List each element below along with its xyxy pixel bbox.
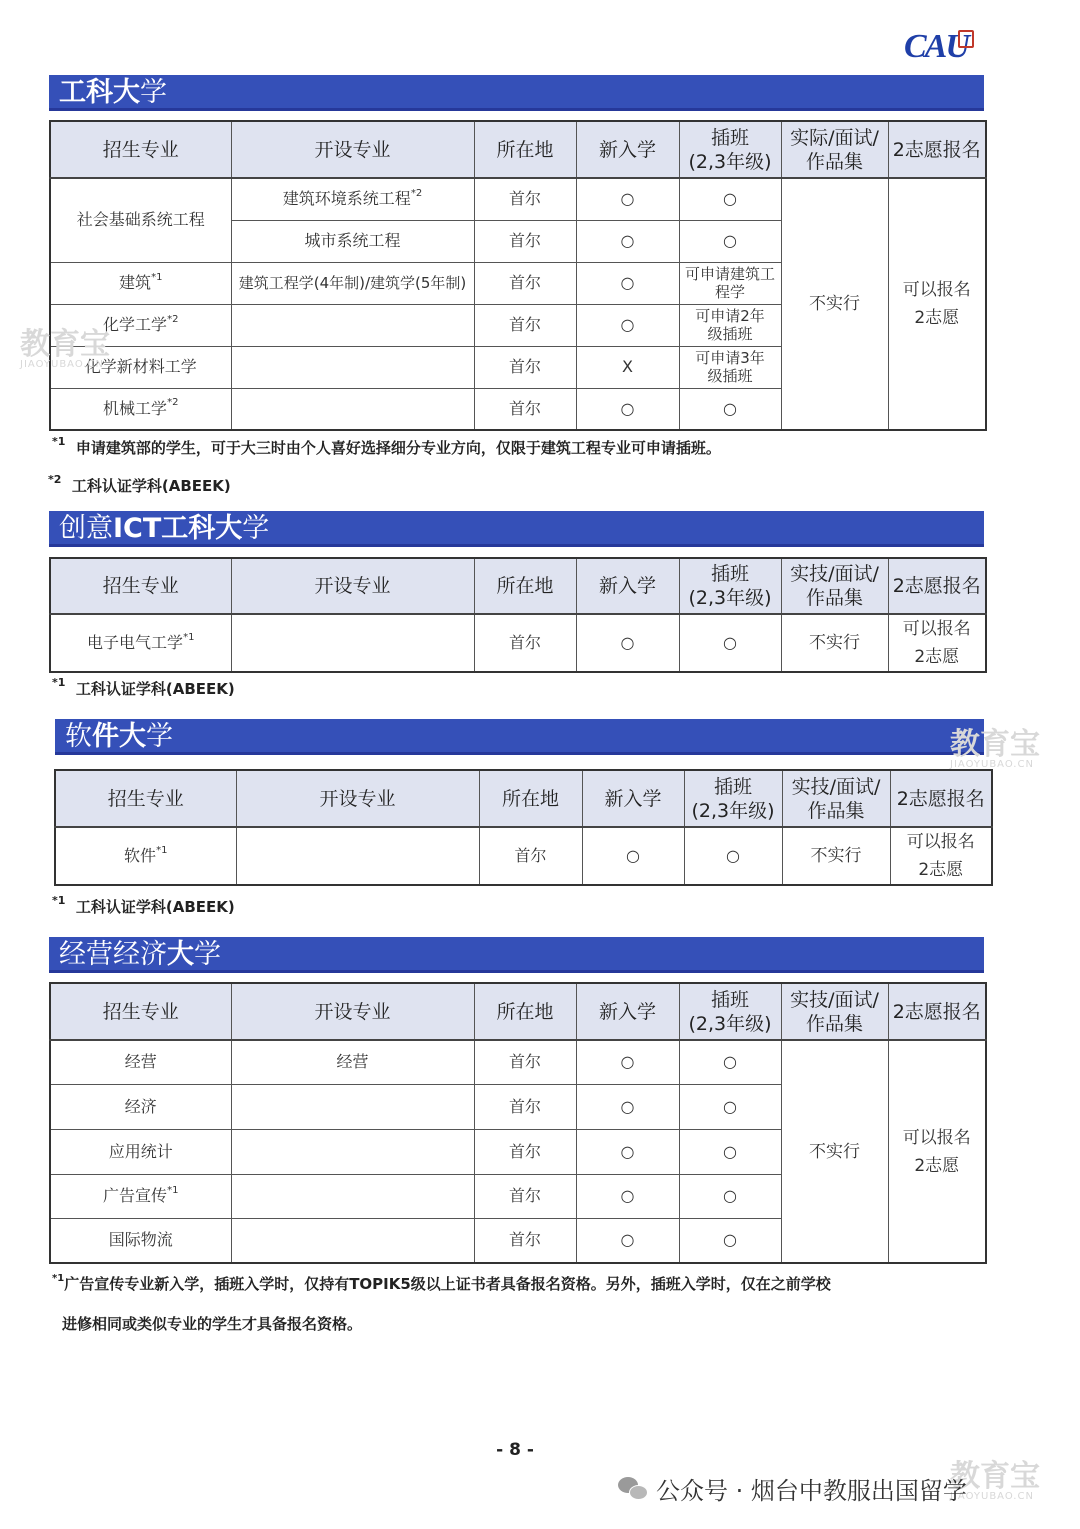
col-transfer: 插班 (2,3年级)	[679, 121, 781, 178]
business-table	[49, 982, 987, 1264]
footnote-2: $^{*2}$ 工科认证学科(ABEEK)	[48, 473, 231, 495]
new-cell: ○	[576, 1218, 679, 1263]
section-title-bold: 工科大	[59, 77, 140, 108]
transfer-cell: ○	[679, 178, 781, 220]
location-cell: 首尔	[474, 1129, 576, 1174]
col-open: 开设专业	[231, 558, 474, 614]
major-cell: 电子电气工学$^{*1}$	[50, 614, 231, 672]
location-cell: 首尔	[479, 827, 582, 885]
location-cell: 首尔	[474, 220, 576, 262]
col-new: 新入学	[576, 983, 679, 1040]
col-transfer: 插班 (2,3年级)	[679, 983, 781, 1040]
col-open: 开设专业	[236, 770, 479, 827]
new-cell: ○	[576, 304, 679, 346]
footnote-ict: $^{*1}$ 工科认证学科(ABEEK)	[52, 676, 235, 698]
second-choice-cell: 可以报名 2志愿	[890, 827, 992, 885]
major-cell: 社会基础系统工程	[50, 178, 231, 262]
second-choice-cell: 可以报名 2志愿	[888, 1040, 986, 1263]
col-second: 2志愿报名	[888, 558, 986, 614]
transfer-cell: ○	[679, 220, 781, 262]
table-row	[50, 1040, 986, 1084]
software-table	[54, 769, 993, 886]
location-cell: 首尔	[474, 346, 576, 388]
header-row	[50, 983, 986, 1040]
new-cell: ○	[576, 1040, 679, 1084]
new-cell: X	[576, 346, 679, 388]
col-interview: 实技/面试/ 作品集	[781, 558, 888, 614]
location-cell: 首尔	[474, 1174, 576, 1218]
new-cell: ○	[576, 220, 679, 262]
open-cell	[231, 614, 474, 672]
section-title-ict: 创意ICT工科大学	[49, 511, 984, 547]
col-major: 招生专业	[50, 558, 231, 614]
ict-table	[49, 557, 987, 673]
location-cell: 首尔	[474, 262, 576, 304]
col-transfer: 插班 (2,3年级)	[684, 770, 782, 827]
col-new: 新入学	[576, 558, 679, 614]
major-cell: 建筑$^{*1}$	[50, 262, 231, 304]
transfer-cell: ○	[679, 1129, 781, 1174]
location-cell: 首尔	[474, 614, 576, 672]
cau-logo: CAU	[904, 28, 968, 65]
open-cell: 建筑环境系统工程$^{*2}$	[231, 178, 474, 220]
location-cell: 首尔	[474, 304, 576, 346]
col-second: 2志愿报名	[888, 121, 986, 178]
col-major: 招生专业	[55, 770, 236, 827]
open-cell: 城市系统工程	[231, 220, 474, 262]
table-row	[50, 178, 986, 220]
new-cell: ○	[576, 1084, 679, 1129]
section-title-software: 软件大学	[55, 719, 984, 755]
footnote-1: $^{*1}$ 申请建筑部的学生，可于大三时由个人喜好选择细分专业方向，仅限于建筑工程专业可申请插班。	[52, 435, 721, 457]
transfer-cell: ○	[679, 1040, 781, 1084]
section-title-business: 经营经济大学	[49, 937, 984, 973]
open-cell	[231, 1129, 474, 1174]
wechat-footer	[618, 1470, 967, 1506]
transfer-cell: ○	[679, 1174, 781, 1218]
transfer-cell: 可申请建筑工程学	[679, 262, 781, 304]
new-cell: ○	[582, 827, 684, 885]
header-row	[55, 770, 992, 827]
section-title-rest: 学	[140, 77, 167, 108]
open-cell	[231, 388, 474, 430]
major-cell: 化学新材料工学	[50, 346, 231, 388]
transfer-cell: ○	[679, 1218, 781, 1263]
footnote-business: $^{*1}$广告宣传专业新入学，插班入学时，仅持有TOPIK5级以上证书者具备报名资格。另外，插班入学时，仅在之前学校 进修相同或类似专业的学生才具备报名资格。	[52, 1273, 831, 1333]
open-cell: 经营	[231, 1040, 474, 1084]
location-cell: 首尔	[474, 1218, 576, 1263]
major-cell: 机械工学$^{*2}$	[50, 388, 231, 430]
watermark-left: 教育宝 JIAOYUBAO.CN	[20, 327, 110, 370]
open-cell	[231, 304, 474, 346]
col-location: 所在地	[474, 121, 576, 178]
open-cell: 建筑工程学(4年制)/建筑学(5年制)	[231, 262, 474, 304]
major-cell: 经济	[50, 1084, 231, 1129]
logo-mark-icon	[958, 30, 974, 48]
col-location: 所在地	[474, 558, 576, 614]
col-second: 2志愿报名	[888, 983, 986, 1040]
col-location: 所在地	[474, 983, 576, 1040]
new-cell: ○	[576, 178, 679, 220]
header-row	[50, 558, 986, 614]
transfer-cell: 可申请2年级插班	[679, 304, 781, 346]
table-row	[55, 827, 992, 885]
wechat-icon	[618, 1475, 648, 1501]
transfer-cell: ○	[679, 614, 781, 672]
col-new: 新入学	[582, 770, 684, 827]
col-second: 2志愿报名	[890, 770, 992, 827]
col-interview: 实技/面试/ 作品集	[782, 770, 890, 827]
second-choice-cell: 可以报名2志愿	[888, 178, 986, 430]
col-interview: 实技/面试/ 作品集	[781, 983, 888, 1040]
transfer-cell: 可申请3年级插班	[679, 346, 781, 388]
col-location: 所在地	[479, 770, 582, 827]
footnote-software: $^{*1}$ 工科认证学科(ABEEK)	[52, 894, 235, 916]
major-cell: 国际物流	[50, 1218, 231, 1263]
col-interview: 实际/面试/ 作品集	[781, 121, 888, 178]
new-cell: ○	[576, 262, 679, 304]
location-cell: 首尔	[474, 388, 576, 430]
open-cell	[236, 827, 479, 885]
new-cell: ○	[576, 1174, 679, 1218]
major-cell: 化学工学$^{*2}$	[50, 304, 231, 346]
engineering-table	[49, 120, 987, 431]
open-cell	[231, 1174, 474, 1218]
interview-cell: 不实行	[782, 827, 890, 885]
open-cell	[231, 1218, 474, 1263]
second-choice-cell: 可以报名 2志愿	[888, 614, 986, 672]
col-new: 新入学	[576, 121, 679, 178]
col-major: 招生专业	[50, 983, 231, 1040]
col-open: 开设专业	[231, 983, 474, 1040]
major-cell: 软件$^{*1}$	[55, 827, 236, 885]
new-cell: ○	[576, 614, 679, 672]
new-cell: ○	[576, 388, 679, 430]
major-cell: 广告宣传$^{*1}$	[50, 1174, 231, 1218]
page-number: - 8 -	[496, 1440, 534, 1460]
table-row	[50, 614, 986, 672]
new-cell: ○	[576, 1129, 679, 1174]
interview-cell: 不实行	[781, 1040, 888, 1263]
section-title-engineering	[49, 75, 984, 111]
location-cell: 首尔	[474, 1084, 576, 1129]
watermark-bottom: 教育宝 JIAOYUBAO.CN	[950, 1459, 1040, 1502]
transfer-cell: ○	[679, 1084, 781, 1129]
open-cell	[231, 1084, 474, 1129]
col-open: 开设专业	[231, 121, 474, 178]
header-row	[50, 121, 986, 178]
transfer-cell: ○	[684, 827, 782, 885]
major-cell: 经营	[50, 1040, 231, 1084]
location-cell: 首尔	[474, 178, 576, 220]
major-cell: 应用统计	[50, 1129, 231, 1174]
interview-cell: 不实行	[781, 614, 888, 672]
footer-text: 公众号 · 烟台中教服出国留学	[656, 1476, 967, 1505]
location-cell: 首尔	[474, 1040, 576, 1084]
open-cell	[231, 346, 474, 388]
col-transfer: 插班 (2,3年级)	[679, 558, 781, 614]
watermark-right: 教育宝 JIAOYUBAO.CN	[950, 727, 1040, 770]
interview-cell: 不实行	[781, 178, 888, 430]
transfer-cell: ○	[679, 388, 781, 430]
col-major: 招生专业	[50, 121, 231, 178]
